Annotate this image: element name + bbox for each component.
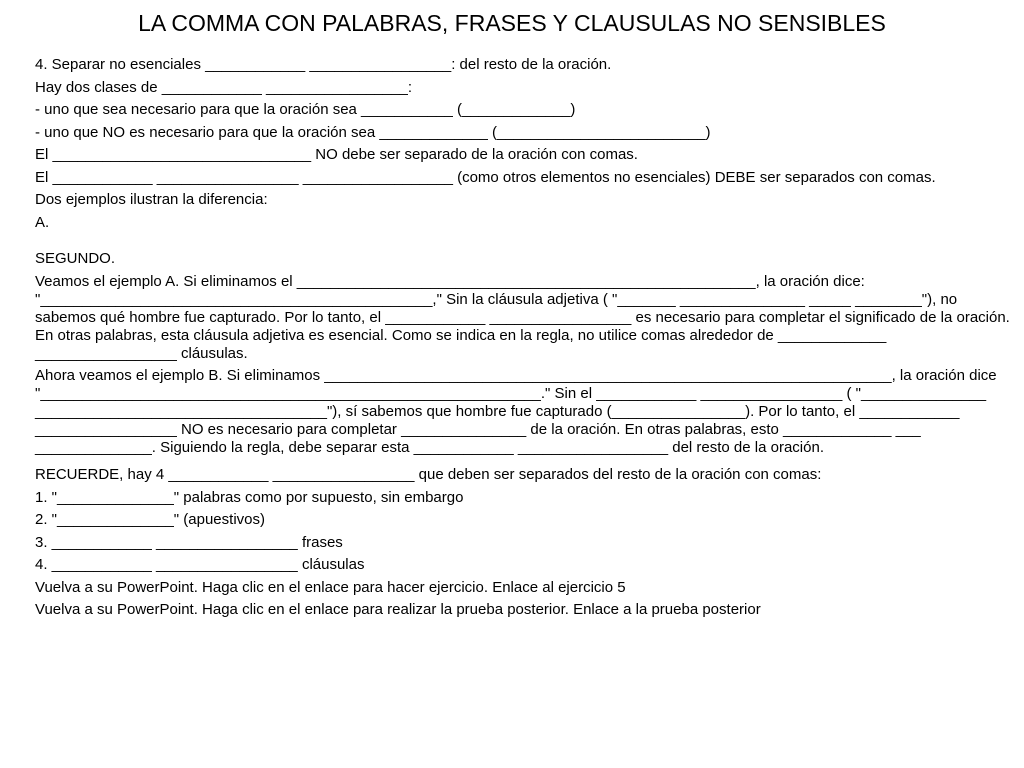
list-item-1: 1. "______________" palabras como por supuesto, sin embargo xyxy=(35,488,464,506)
line-two-kinds: Hay dos clases de ____________ _________________: xyxy=(35,78,412,96)
list-item-2: 2. "______________" (apuestivos) xyxy=(35,511,265,528)
slide-title: LA COMMA CON PALABRAS, FRASES Y CLAUSULAS NO SENSIBLES xyxy=(138,10,886,36)
list-item-4: 4. ____________ _________________ cláusulas xyxy=(35,556,365,573)
line-kind-necessary: - uno que sea necesario para que la oración sea ___________ (_____________) xyxy=(35,101,576,118)
line-segundo: SEGUNDO. xyxy=(35,250,116,267)
line-kind-not-necessary: - uno que NO es necesario para que la oración sea _____________ (_________________________) xyxy=(35,123,711,141)
line-posttest-link[interactable]: Vuelva a su PowerPoint. Haga clic en el enlace para realizar la prueba posterior. Enlace a la prueba posterior xyxy=(35,601,761,618)
line-nonessential-rule: El ____________ _________________ __________________ (como otros elementos no esenciales) DEBE ser separados con comas. xyxy=(35,168,936,186)
blank-line xyxy=(35,236,1010,250)
list-item-3: 3. ____________ _________________ frases xyxy=(35,533,343,551)
paragraph-example-a: Veamos el ejemplo A. Si eliminamos el _______________________________________________________, la oración dice: "_______________________________________________," Sin la cláusula adjetiva ( "_______ _______________ _____ ________"), no sabemos qué hombre fue capturado. Por lo tanto, el ____________ _________________ es necesario para completar el significado de la oración. En otras palabras, esta cláusula adjetiva es esencial. Como se indica en la regla, no utilice comas alrededor de _____________ _________________ cláusulas. xyxy=(35,272,1010,362)
line-recuerde: RECUERDE, hay 4 ____________ _________________ que deben ser separados del resto de la oración con comas: xyxy=(35,466,822,483)
line-example-a: A. xyxy=(35,213,50,231)
line-exercise-link[interactable]: Vuelva a su PowerPoint. Haga clic en el enlace para hacer ejercicio. Enlace al ejercicio 5 xyxy=(35,578,626,596)
line-essential-rule: El _______________________________ NO debe ser separado de la oración con comas. xyxy=(35,146,638,163)
line-two-examples: Dos ejemplos ilustran la diferencia: xyxy=(35,191,268,208)
paragraph-example-b: Ahora veamos el ejemplo B. Si eliminamos ____________________________________________________________________, la oración dice "____________________________________________________________." Sin el ____________ _________________ ( "_______________ ___________________________________"), sí sabemos que hombre fue capturado (________________). Por lo tanto, el ____________ _________________ NO es necesario para completar _______________ de la oración. En otras palabras, esto _____________ ___ ______________. Siguiendo la regla, debe separar esta ____________ __________________ del resto de la oración. xyxy=(35,367,997,456)
line-rule-4: 4. Separar no esenciales ____________ _________________: del resto de la oración. xyxy=(35,56,612,73)
slide-body xyxy=(35,56,1010,624)
